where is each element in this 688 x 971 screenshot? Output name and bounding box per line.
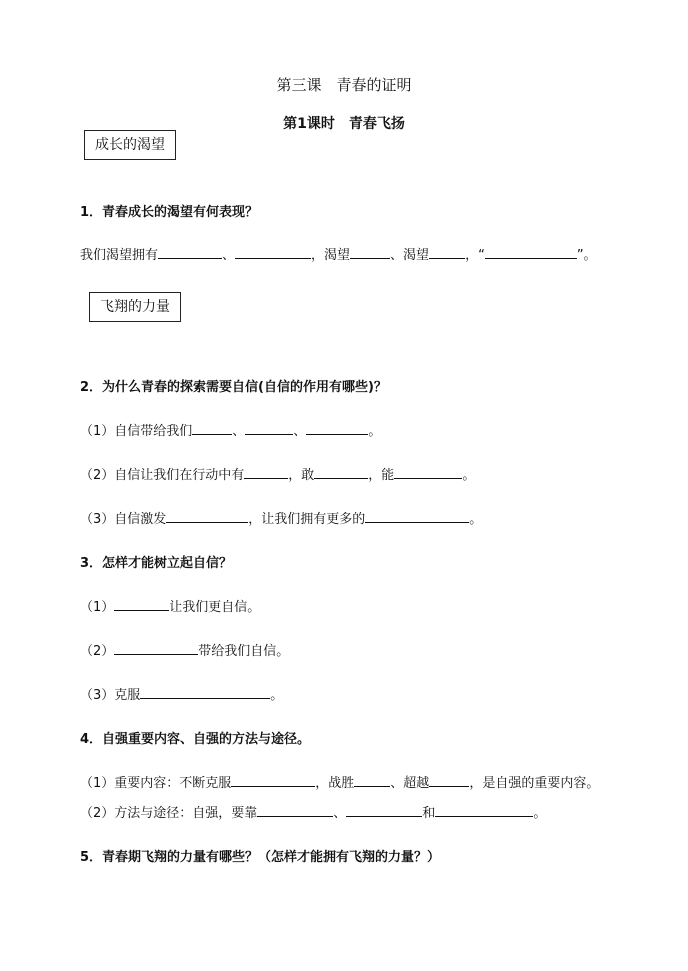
page-subtitle: 第1课时 青春飞扬	[283, 116, 405, 132]
blank[interactable]	[166, 509, 248, 523]
question-5: 5．青春期飞翔的力量有哪些？（怎样才能拥有飞翔的力量？）	[80, 850, 441, 865]
question-3: 3．怎样才能树立起自信？	[80, 556, 233, 571]
blank[interactable]	[114, 597, 169, 611]
blank[interactable]	[485, 245, 577, 259]
blank[interactable]	[257, 803, 333, 817]
question-1: 1．青春成长的渴望有何表现？	[80, 205, 259, 220]
blank[interactable]	[394, 465, 462, 479]
section-heading-flying-power: 飞翔的力量	[89, 292, 181, 322]
blank[interactable]	[231, 773, 315, 787]
blank[interactable]	[235, 245, 311, 259]
blank[interactable]	[306, 421, 368, 435]
blank[interactable]	[114, 641, 198, 655]
blank[interactable]	[346, 803, 422, 817]
section-heading-growth-desire: 成长的渴望	[84, 130, 176, 160]
blank[interactable]	[245, 421, 293, 435]
blank[interactable]	[158, 245, 222, 259]
question-3-line-3: （3）克服 。	[80, 684, 283, 703]
blank[interactable]	[350, 245, 390, 259]
question-1-answer-line: 我们渴望拥有 、 ，渴望 、渴望 ，“ ”。	[80, 244, 597, 263]
blank[interactable]	[429, 773, 469, 787]
blank[interactable]	[314, 465, 368, 479]
blank[interactable]	[192, 421, 232, 435]
question-2-line-1: （1）自信带给我们 、 、 。	[80, 420, 381, 439]
question-2-line-2: （2）自信让我们在行动中有 ，敢 ，能 。	[80, 464, 475, 483]
blank[interactable]	[435, 803, 533, 817]
question-3-line-2: （2） 带给我们自信。	[80, 640, 289, 659]
blank[interactable]	[244, 465, 288, 479]
question-4-line-2: （2）方法与途径：自强，要靠 、 和 。	[80, 802, 546, 821]
question-4: 4．自强重要内容、自强的方法与途径。	[80, 732, 311, 747]
question-3-line-1: （1） 让我们更自信。	[80, 596, 260, 615]
question-2-line-3: （3）自信激发 ，让我们拥有更多的 。	[80, 508, 482, 527]
blank[interactable]	[140, 685, 270, 699]
blank[interactable]	[354, 773, 390, 787]
blank[interactable]	[429, 245, 465, 259]
question-4-line-1: （1）重要内容：不断克服 ，战胜 、超越 ，是自强的重要内容。	[80, 772, 599, 791]
question-2: 2．为什么青春的探索需要自信(自信的作用有哪些)？	[80, 380, 387, 395]
blank[interactable]	[365, 509, 469, 523]
page-title: 第三课 青春的证明	[276, 76, 412, 94]
